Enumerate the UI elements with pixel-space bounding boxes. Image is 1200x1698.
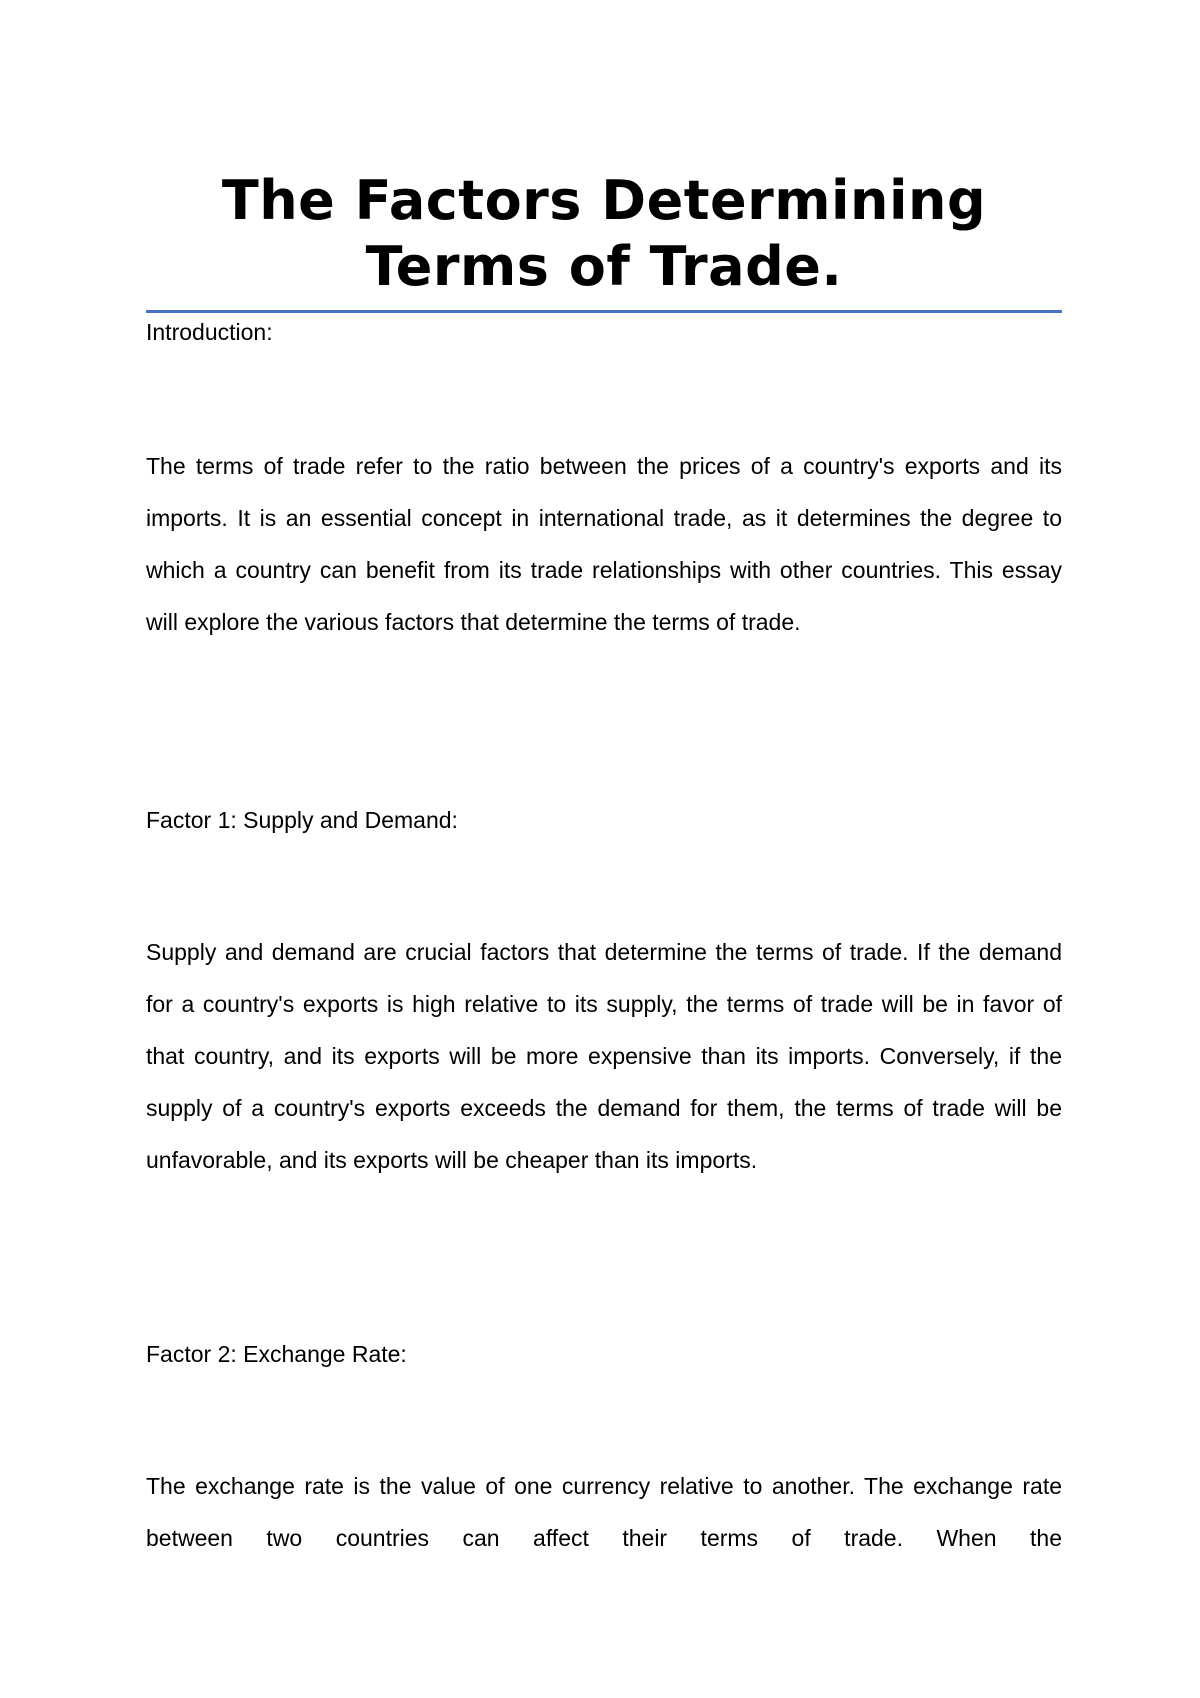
section-heading-factor-2: Factor 2: Exchange Rate: xyxy=(146,1341,407,1367)
section-heading-introduction: Introduction: xyxy=(146,319,273,345)
introduction-paragraph: The terms of trade refer to the ratio between the prices of a country's exports and its imports. It is an essential concept in international trade, as it determines the degree to which a country can benefit from its trade relationships with other countries. This essay will explore the various factors that determine the terms of trade. xyxy=(146,453,1062,635)
factor-1-paragraph: Supply and demand are crucial factors that determine the terms of trade. If the demand for a country's exports is high relative to its supply, the terms of trade will be in favor of that country, and its exports will be more expensive than its imports. Conversely, if the supply of a country's exports exceeds the demand for them, the terms of trade will be unfavorable, and its exports will be cheaper than its imports. xyxy=(146,939,1062,1173)
factor-2-paragraph: The exchange rate is the value of one currency relative to another. The exchange rate between two countries can affect their terms of trade. When the xyxy=(146,1473,1062,1551)
section-heading-factor-1: Factor 1: Supply and Demand: xyxy=(146,807,458,833)
document-title: The Factors Determining Terms of Trade. xyxy=(221,169,987,298)
